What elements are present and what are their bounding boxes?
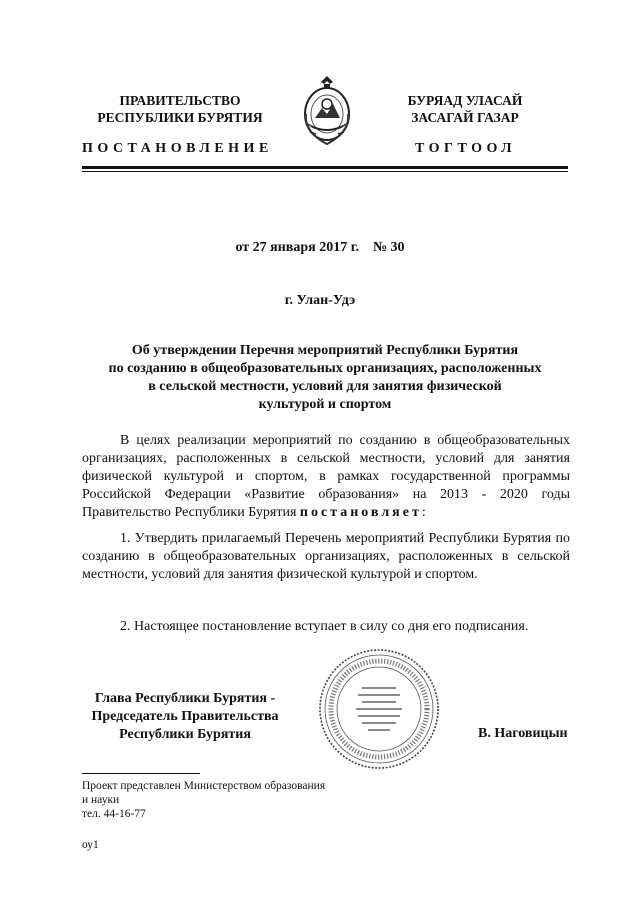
title-line3: в сельской местности, условий для занятия физической [148, 379, 502, 394]
footer-code: оу1 [82, 839, 99, 851]
preamble-colon: : [421, 505, 426, 520]
doc-type-bua: ТОГТООЛ [415, 141, 517, 156]
footer-note [82, 779, 382, 821]
title-line4: культурой и спортом [258, 397, 392, 412]
item-1-text: 1. Утвердить прилагаемый Перечень мероприятий Республики Бурятия по созданию в общеобразовательных организациях, расположенных в сельской местности, условий для занятия физической культурой и спортом. [82, 531, 570, 582]
position-line3: Республики Бурятия [119, 727, 251, 742]
document-title [80, 342, 570, 414]
position-line2: Председатель Правительства [91, 709, 279, 724]
header-government-bua [380, 92, 550, 126]
city: г. Улан-Удэ [284, 293, 356, 308]
paragraph-item-1 [82, 530, 570, 584]
header-left-line1: ПРАВИТЕЛЬСТВО [119, 93, 241, 108]
header-rule-thin [82, 171, 568, 172]
signatory-position [80, 690, 290, 744]
footer-line3: тел. 44-16-77 [82, 808, 146, 820]
position-line1: Глава Республики Бурятия - [94, 691, 276, 706]
coat-of-arms-icon [300, 74, 354, 148]
signatory-name: В. Наговицын [478, 726, 568, 741]
title-line2: по созданию в общеобразовательных организациях, расположенных [108, 361, 542, 376]
title-line1: Об утверждении Перечня мероприятий Республики Бурятия [131, 343, 519, 358]
footer-line1: Проект представлен Министерством образования [82, 780, 326, 792]
footer-rule [82, 773, 200, 774]
doc-type-ru: ПОСТАНОВЛЕНИЕ [82, 141, 273, 156]
preamble-text: В целях реализации мероприятий по созданию в общеобразовательных организациях, расположенных в сельской местности, условий для занятия физической культурой и спортом, в рамках государственной программы Российской Федерации «Развитие образования» на 2013 - 2020 годы Правительство Республики Бурятия [82, 433, 570, 520]
paragraph-item-2 [82, 618, 570, 636]
header-government-ru [80, 92, 280, 126]
paragraph-preamble [82, 432, 570, 522]
item-2-text: 2. Настоящее постановление вступает в силу со дня его подписания. [120, 619, 529, 634]
header-left-line2: РЕСПУБЛИКИ БУРЯТИЯ [97, 110, 263, 125]
footer-line2: и науки [82, 794, 120, 806]
official-seal-icon [318, 648, 440, 770]
header-rule-thick [82, 166, 568, 169]
date-number: от 27 января 2017 г. № 30 [235, 240, 405, 255]
preamble-action: постановляет [299, 505, 422, 520]
header-right-line1: БУРЯАД УЛАСАЙ [407, 93, 523, 108]
header-right-line2: ЗАСАГАЙ ГАЗАР [411, 110, 519, 125]
